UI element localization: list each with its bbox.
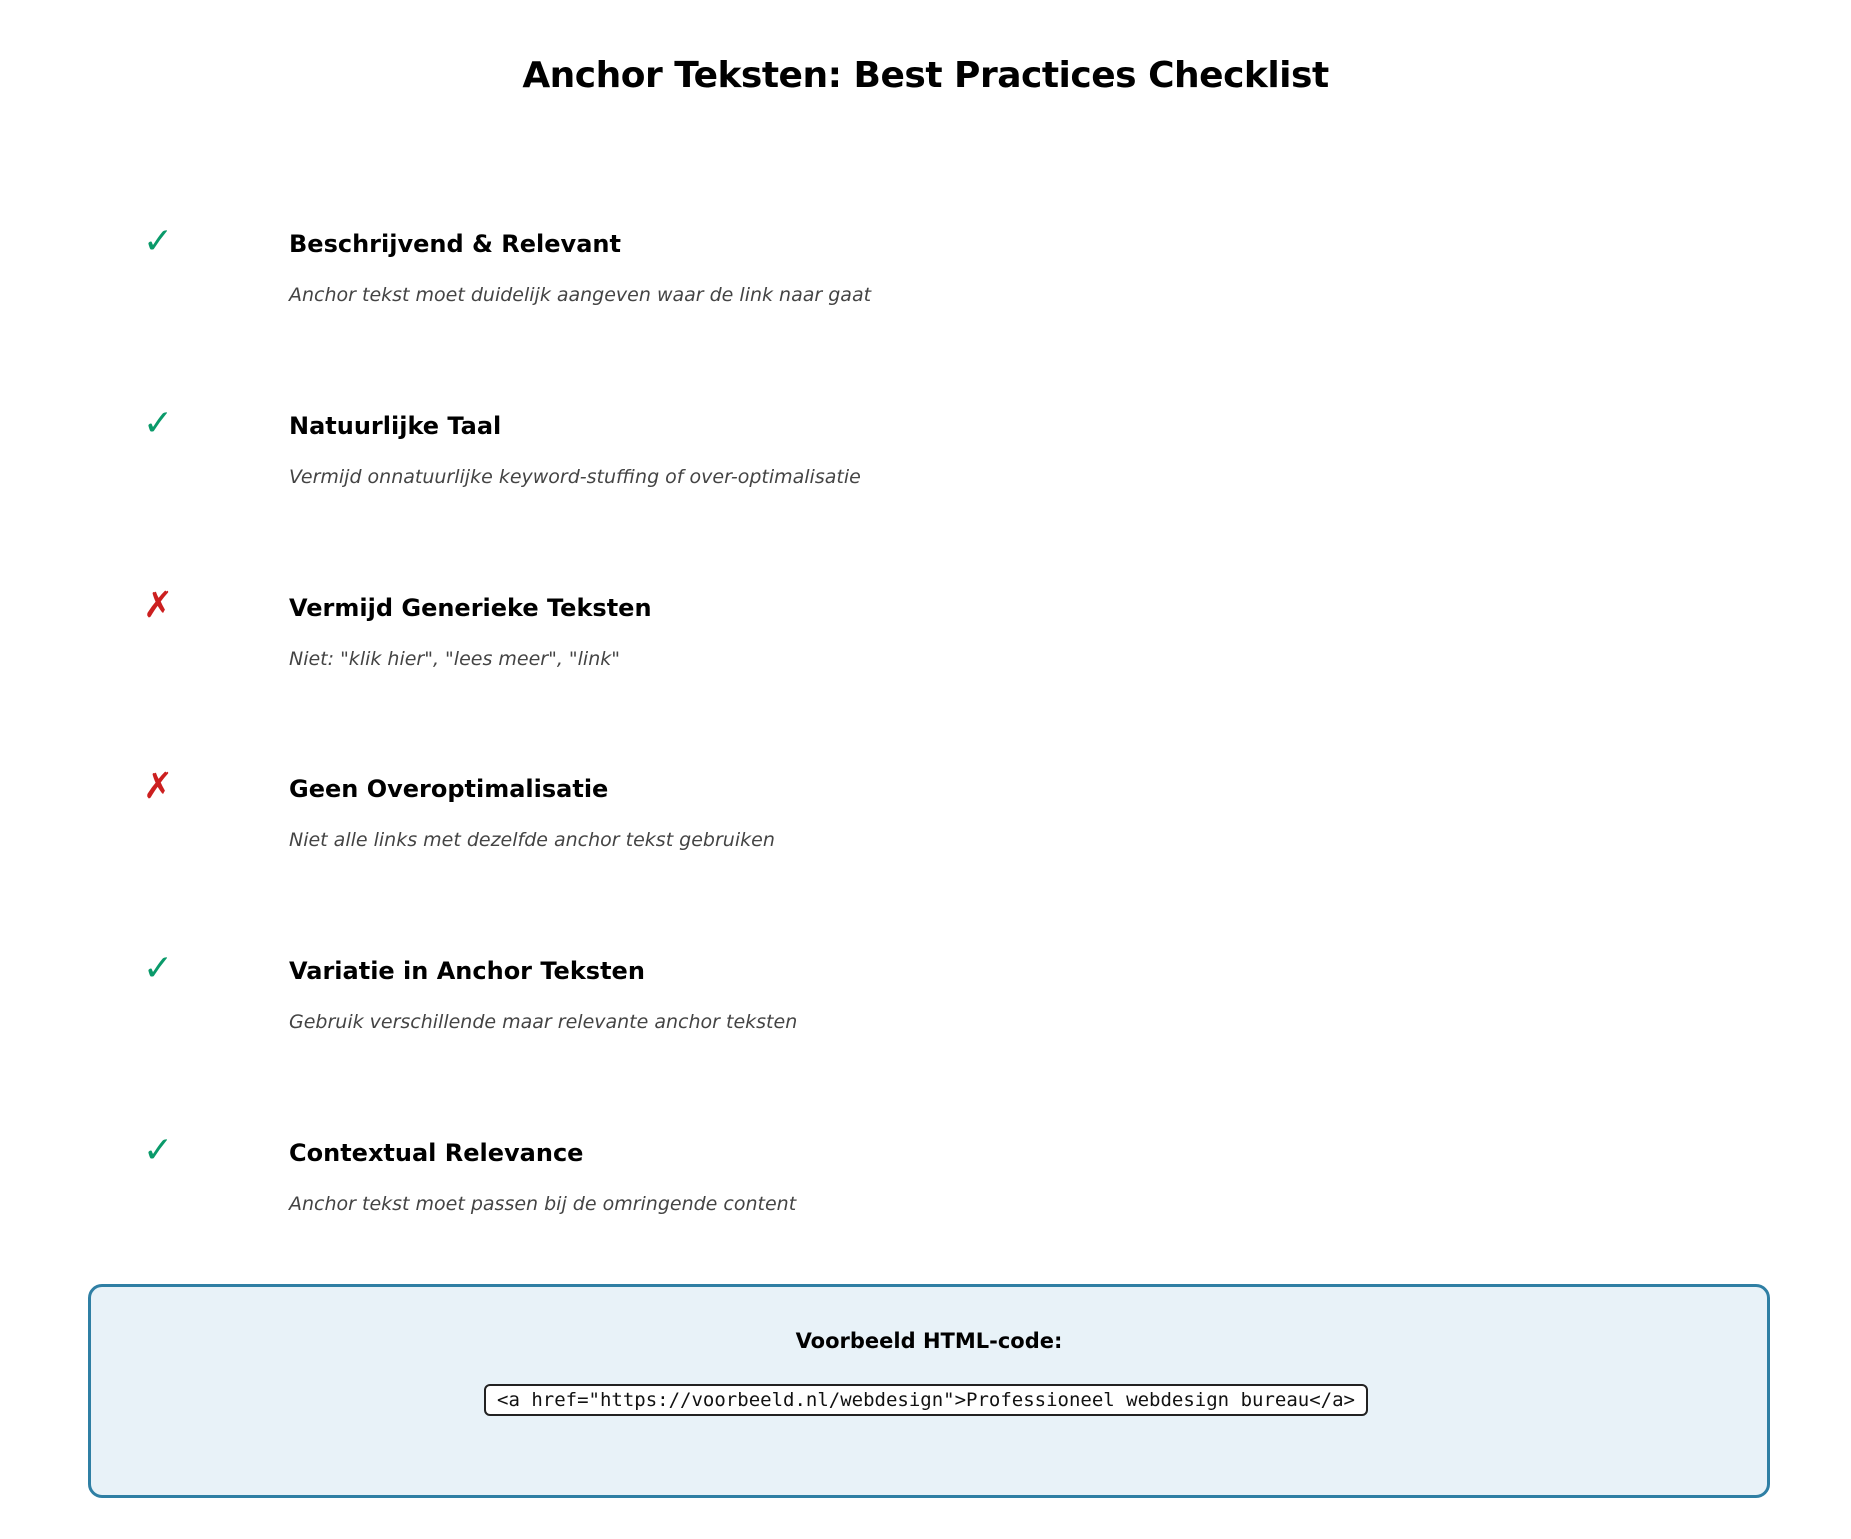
checklist-item-variatie	[0, 949, 1851, 1069]
checklist-item-title: Beschrijvend & Relevant	[289, 230, 621, 258]
checklist-item-generieke-teksten	[0, 586, 1851, 706]
checklist-item-title: Contextual Relevance	[289, 1139, 584, 1167]
checklist-item-title: Geen Overoptimalisatie	[289, 775, 609, 803]
checklist-item-title: Variatie in Anchor Teksten	[289, 957, 645, 985]
cross-icon: ✗	[143, 766, 174, 807]
checklist-item-description: Niet: "klik hier", "lees meer", "link"	[289, 648, 620, 670]
check-icon: ✓	[143, 403, 174, 444]
checklist-item-natuurlijke-taal	[0, 404, 1851, 524]
example-box	[88, 1284, 1770, 1498]
check-icon: ✓	[143, 1130, 174, 1171]
checklist-item-title: Vermijd Generieke Teksten	[289, 594, 652, 622]
check-icon: ✓	[143, 948, 174, 989]
cross-icon: ✗	[143, 585, 174, 626]
checklist-item-description: Niet alle links met dezelfde anchor tekst gebruiken	[289, 829, 775, 851]
checklist-item-contextual-relevance	[0, 1131, 1851, 1251]
code-snippet: <a href="https://voorbeeld.nl/webdesign">Professioneel webdesign bureau</a>	[484, 1384, 1368, 1416]
checklist-item-title: Natuurlijke Taal	[289, 412, 502, 440]
checklist-item-overoptimalisatie	[0, 767, 1851, 887]
check-icon: ✓	[143, 221, 174, 262]
checklist-item-description: Gebruik verschillende maar relevante anchor teksten	[289, 1011, 798, 1033]
checklist-item-description: Anchor tekst moet passen bij de omringende content	[289, 1193, 797, 1215]
checklist-item-description: Vermijd onnatuurlijke keyword-stuffing of over-optimalisatie	[289, 466, 861, 488]
checklist-item-description: Anchor tekst moet duidelijk aangeven waar de link naar gaat	[289, 284, 872, 306]
page-title: Anchor Teksten: Best Practices Checklist	[522, 55, 1329, 96]
example-title: Voorbeeld HTML-code:	[795, 1329, 1063, 1353]
checklist-item-beschrijvend	[0, 222, 1851, 342]
